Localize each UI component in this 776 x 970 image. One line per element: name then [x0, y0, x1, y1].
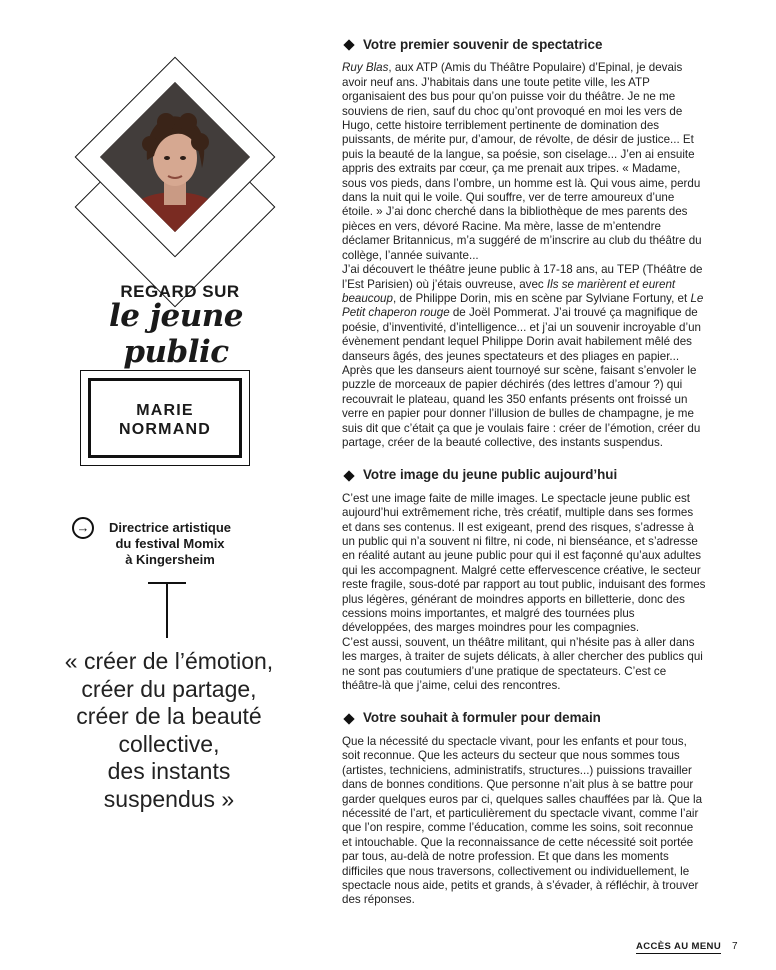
person-role [100, 520, 240, 568]
section-heading-text: Votre souhait à formuler pour demain [363, 710, 601, 726]
paragraph [342, 263, 706, 450]
person-last-name: NORMAND [119, 421, 211, 438]
paragraph-text: , de Philippe Dorin, mis en scène par Sylviane Fortuny, et [392, 291, 691, 305]
section-heading [342, 711, 706, 725]
portrait-frame [78, 60, 272, 292]
paragraph: Que la nécessité du spectacle vivant, pour les enfants et pour tous, soit reconnue. Que les acteurs du secteur que nous sommes tous (artistes, techniciens, administratifs, structures...) puissions travailler dans de bonnes conditions. Que personne n’ait plus à se battre pour garder quelques euros par ci, quelques salles chauffées par là. Que la nécessité de l’art, et particulièrement du spectacle vivant, comme l’air que l’on respire, comme l’éducation, comme les soins, soit reconnue et intouchable. Que la reconnaissance de cette nécessité soit portée par tous, au-delà de notre profession. Et que dans les moments difficiles que nous traversons, collectivement ou individuellement, le spectacle nous aide, petits et grands, à s’évader, à réfléchir, à trouver des réponses. [342, 734, 703, 907]
work-title: Ils se marièrent et eurent beaucoup [342, 277, 676, 305]
arrow-right-circle-icon: → [72, 517, 94, 539]
work-title: Le Petit chaperon rouge [342, 291, 704, 320]
section-kicker: REGARD SUR [120, 282, 240, 301]
diamond-bullet-icon [343, 470, 354, 481]
paragraph-text: , aux ATP (Amis du Théâtre Populaire) d’Epinal, je devais avoir neuf ans. J’habitais dans une toute petite ville, les ATP organisaient des bus pour qu’on puisse voir du théâtre. Je ne me souviens de rien, sauf du choc qu’ont provoqué en moi les vers de Hugo, cette histoire terriblement pertinente de domination des puissants, de mérite pur, d’amour, de révolte, de désir de justice... Et puis la beauté de la langue, sa poésie, son ciselage... J’en ai ensuite appris des extraits par cœur, ça me prenait aux tripes. « Madame, sous vos pieds, dans l’ombre, un homme est là. Qui vous aime, perdu dans la nuit qui le voile. Qui souffre, ver de terre amoureux d’une étoile. » J’ai donc cherché dans la bibliothèque de mes parents des pièces en vers, dévoré Racine. Ma mère, lasse de m’entendre déclamer Britannicus, m’a suggéré de m’inscrire au club du théâtre du collège, l’année suivante... [342, 61, 702, 262]
interview-section [342, 468, 706, 693]
role-line: à Kingersheim [125, 552, 215, 567]
page-number: 7 [732, 941, 738, 952]
quote-line: suspendus » [103, 785, 235, 812]
interview-column [342, 38, 706, 926]
quote-line: créer du partage, [81, 675, 257, 702]
name-box [80, 370, 250, 466]
paragraph-text: J’ai découvert le théâtre jeune public à 17-18 ans, au TEP (Théâtre de l’Est Parisien) où j’étais ouvreuse, avec [342, 263, 703, 291]
quote-line: « créer de l’émotion, [64, 648, 274, 674]
work-title: Ruy Blas [342, 61, 389, 75]
paragraph [342, 61, 706, 263]
pull-quote [38, 648, 300, 813]
role-line: du festival Momix [115, 536, 225, 551]
paragraph: C’est une image faite de mille images. Le spectacle jeune public est aujourd’hui extrêmement riche, très créatif, multiple dans ses formes et dans ses contenus. Il est exigeant, prend des risques, s’adresse à un public qui n’a souvent ni filtre, ni code, ni bienséance, et s’adresse en réalité autant au jeune public pour qui il est façonné qu’aux adultes qui les accompagnent. Malgré cette effervescence créative, le secteur reste fragile, sous-doté par rapport au tout public, induisant des formes plus légères, générant de moindres apports en billetterie, donc des cessions moins importantes, et malgré des tournées plus développées, des marges moindres pour les compagnies. [342, 491, 706, 635]
quote-line: collective, [118, 730, 220, 757]
quote-line: créer de la beauté [76, 703, 262, 729]
person-first-name: MARIE [136, 402, 194, 419]
section-heading-text: Votre image du jeune public aujourd’hui [363, 467, 618, 483]
interview-section [342, 711, 706, 907]
paragraph-text: de Joël Pommerat. J’ai trouvé ça magnifique de poésie, d’inventivité, d’intelligence... et j’ai un souvenir incroyable d’un évènement pendant lequel Philippe Dorin avait habilement mêlé des danseurs âgés, des jeunes spectateurs et des pliages en papier... Après que les danseurs aient tournoyé sur scène, faisant s’envoler le puzzle de morceaux de papier déchirés (des lettres d’amour ?) qui recouvrait le plateau, quand les 350 enfants présents ont froissé un verre en papier pour donner l’illusion de bulles de champagne, je me suis dit que c’était ça que je voulais faire : créer de l’émotion, créer du partage, créer de la beauté collective, des instants suspendus. [342, 306, 701, 449]
role-line: Directrice artistique [108, 520, 232, 535]
section-heading-text: Votre premier souvenir de spectatrice [363, 37, 603, 52]
section-title-script: le jeune public [108, 298, 244, 370]
diamond-bullet-icon [343, 713, 354, 724]
divider-vertical [166, 582, 168, 638]
diamond-bullet-icon [343, 40, 354, 51]
section-heading [342, 468, 706, 482]
section-heading [342, 38, 706, 52]
quote-line: des instants [107, 758, 231, 784]
name-box-inner-frame [88, 378, 242, 458]
paragraph: C’est aussi, souvent, un théâtre militant, qui n’hésite pas à aller dans les marges, à traiter de sujets délicats, à aller chercher des publics qui ne sont pas coutumiers d’une pratique de spectateurs. C’est ce théâtre-là que j’aime, celui des rencontres. [342, 635, 703, 693]
interview-section [342, 38, 706, 450]
menu-link[interactable]: ACCÈS AU MENU [636, 941, 722, 952]
